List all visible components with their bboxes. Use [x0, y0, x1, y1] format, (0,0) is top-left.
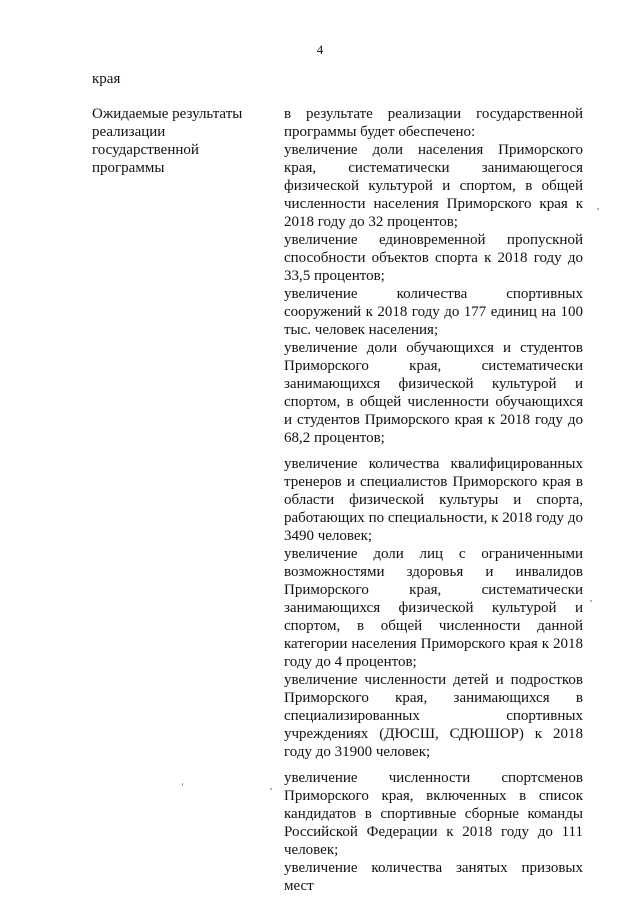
result-item: увеличение численности спортсменов Приморского края, включенных в список кандидатов в спортивные сборные команды Российской Федерации к 2018 году до 111 человек; [284, 770, 583, 858]
scan-speck [270, 788, 272, 790]
row-content [284, 105, 583, 895]
result-item: увеличение доли обучающихся и студентов Приморского края, систематически занимающихся физической культурой и спортом, в общей численности обучающихся и студентов Приморского края к 2018 году до 68,2 процентов; [284, 340, 583, 446]
page-number: 4 [316, 42, 324, 57]
result-item: увеличение количества квалифицированных тренеров и специалистов Приморского края в области физической культуры и спорта, работающих по специальности, к 2018 году до 3490 человек; [284, 456, 583, 544]
result-item: увеличение количества спортивных сооружений к 2018 году до 177 единиц на 100 тыс. человек населения; [284, 286, 583, 338]
row-label: Ожидаемые результаты реализации государственной программы [92, 106, 243, 176]
result-item: увеличение доли лиц с ограниченными возможностями здоровья и инвалидов Приморского края, систематически занимающихся физической культурой и спортом, в общей численности данной категории населения Приморского края к 2018 году до 4 процентов; [284, 546, 583, 670]
carryover-text: края [92, 71, 121, 87]
scan-speck [182, 783, 183, 786]
scan-speck [590, 600, 592, 602]
result-item: увеличение численности детей и подростков Приморского края, занимающихся в специализированных спортивных учреждениях (ДЮСШ, СДЮШОР) к 2018 году до 31900 человек; [284, 672, 583, 760]
scan-speck [597, 208, 599, 210]
result-item: увеличение единовременной пропускной способности объектов спорта к 2018 году до 33,5 процентов; [284, 232, 583, 284]
result-item: увеличение доли населения Приморского края, систематически занимающегося физической культурой и спортом, в общей численности населения Приморского края к 2018 году до 32 процентов; [284, 142, 583, 230]
result-item: увеличение количества занятых призовых мест [284, 860, 583, 894]
intro-paragraph: в результате реализации государственной программы будет обеспечено: [284, 106, 583, 140]
